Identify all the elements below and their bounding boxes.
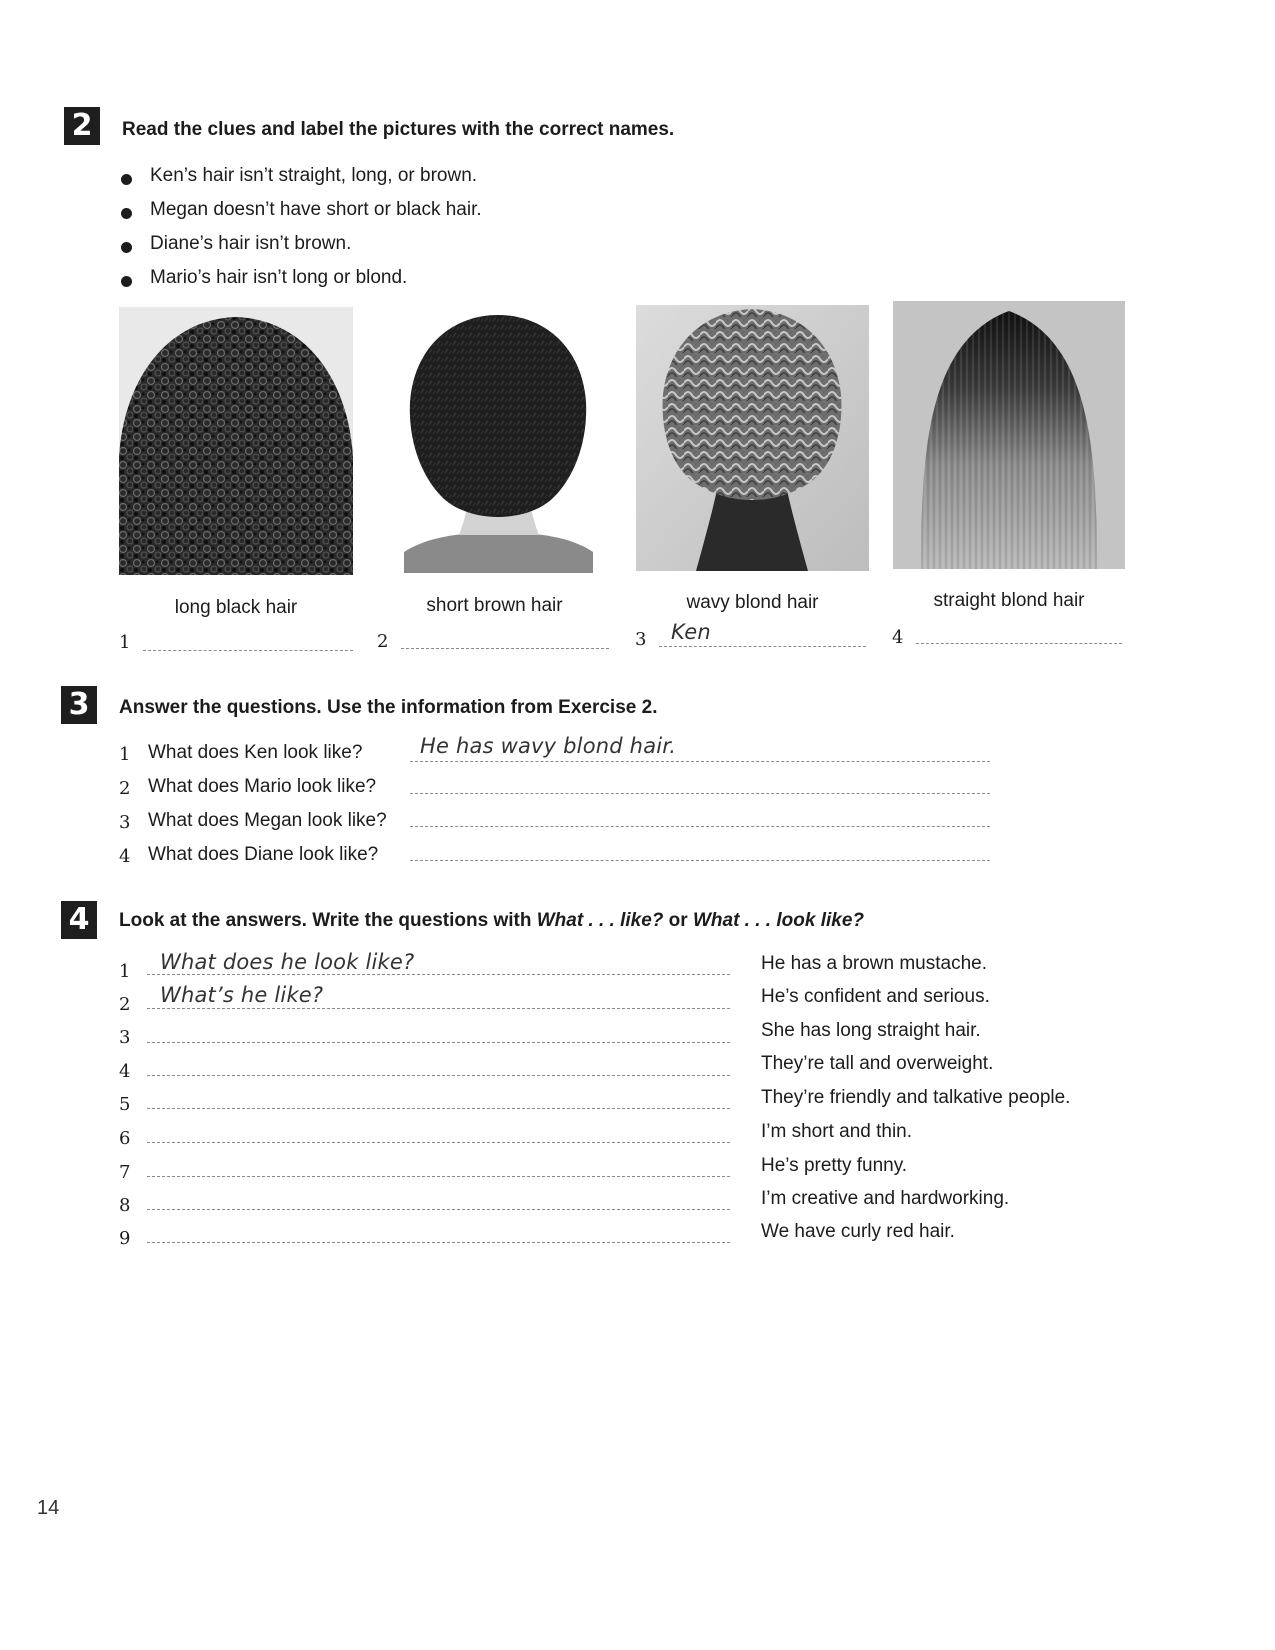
curly-dark-hair-photo (119, 307, 353, 575)
question-5-line[interactable] (147, 1108, 730, 1109)
instruction-text: Look at the answers. Write the questions with (119, 910, 537, 931)
picture-4-number: 4 (892, 627, 904, 648)
response-6: I’m short and thin. (761, 1121, 913, 1142)
clue-ken: Ken’s hair isn’t straight, long, or brown. (150, 165, 478, 186)
answer-4-line[interactable] (410, 860, 990, 861)
question-2-line[interactable] (147, 1008, 730, 1009)
picture-4-answer-line[interactable] (916, 643, 1122, 644)
bullet-icon (121, 208, 132, 219)
question-8-line[interactable] (147, 1209, 730, 1210)
clue-diane: Diane’s hair isn’t brown. (150, 233, 352, 254)
long-straight-blond-hair-photo (893, 301, 1125, 569)
exercise-3-instruction: Answer the questions. Use the information from Exercise 2. (119, 697, 658, 718)
exercise-3-badge: 3 (61, 686, 97, 724)
instruction-pattern-1: What . . . like? (536, 910, 664, 931)
response-5: They’re friendly and talkative people. (761, 1087, 1071, 1108)
item-4-number: 4 (119, 1061, 131, 1082)
instruction-pattern-2: What . . . look like? (692, 910, 864, 931)
item-6-number: 6 (119, 1128, 131, 1149)
question-2-answer: What’s he like? (160, 983, 324, 1007)
picture-3-number: 3 (635, 629, 647, 650)
item-2-number: 2 (119, 994, 131, 1015)
instruction-or: or (663, 910, 693, 931)
clue-megan: Megan doesn’t have short or black hair. (150, 199, 482, 220)
question-6-line[interactable] (147, 1142, 730, 1143)
question-1-line[interactable] (147, 974, 730, 975)
short-wavy-light-hair-photo (636, 305, 869, 571)
picture-1-number: 1 (119, 632, 131, 653)
picture-3-answer: Ken (671, 620, 711, 644)
question-3-number: 3 (119, 812, 131, 833)
item-9-number: 9 (119, 1228, 131, 1249)
question-4-number: 4 (119, 846, 131, 867)
picture-2-number: 2 (377, 631, 389, 652)
question-megan: What does Megan look like? (148, 810, 387, 831)
response-8: I’m creative and hardworking. (761, 1188, 1010, 1209)
question-diane: What does Diane look like? (148, 844, 379, 865)
question-2-number: 2 (119, 778, 131, 799)
question-3-line[interactable] (147, 1042, 730, 1043)
question-1-answer: What does he look like? (160, 950, 415, 974)
picture-3-caption: wavy blond hair (686, 592, 819, 613)
response-7: He’s pretty funny. (761, 1155, 908, 1176)
item-8-number: 8 (119, 1195, 131, 1216)
picture-2-answer-line[interactable] (401, 648, 609, 649)
response-4: They’re tall and overweight. (761, 1053, 994, 1074)
short-dark-hair-photo (404, 307, 593, 573)
answer-2-line[interactable] (410, 793, 990, 794)
picture-2-caption: short brown hair (426, 595, 563, 616)
answer-1-line[interactable] (410, 761, 990, 762)
question-4-line[interactable] (147, 1075, 730, 1076)
exercise-4-instruction (119, 910, 864, 932)
exercise-2-badge: 2 (64, 107, 100, 145)
exercise-2-instruction: Read the clues and label the pictures with the correct names. (122, 119, 675, 140)
picture-1-caption: long black hair (174, 597, 298, 618)
bullet-icon (121, 276, 132, 287)
item-3-number: 3 (119, 1027, 131, 1048)
question-7-line[interactable] (147, 1176, 730, 1177)
response-1: He has a brown mustache. (761, 953, 988, 974)
item-7-number: 7 (119, 1162, 131, 1183)
question-ken: What does Ken look like? (148, 742, 363, 763)
exercise-4-badge: 4 (61, 901, 97, 939)
clue-mario: Mario’s hair isn’t long or blond. (150, 267, 408, 288)
page-number: 14 (37, 1497, 60, 1519)
picture-1-answer-line[interactable] (143, 650, 353, 651)
bullet-icon (121, 242, 132, 253)
question-9-line[interactable] (147, 1242, 730, 1243)
response-2: He’s confident and serious. (761, 986, 990, 1007)
item-5-number: 5 (119, 1094, 131, 1115)
question-mario: What does Mario look like? (148, 776, 377, 797)
picture-3-answer-line[interactable] (659, 646, 866, 647)
response-9: We have curly red hair. (761, 1221, 955, 1242)
picture-4-caption: straight blond hair (933, 590, 1085, 611)
question-1-number: 1 (119, 744, 131, 765)
response-3: She has long straight hair. (761, 1020, 981, 1041)
item-1-number: 1 (119, 961, 131, 982)
answer-ken: He has wavy blond hair. (420, 734, 677, 758)
bullet-icon (121, 174, 132, 185)
answer-3-line[interactable] (410, 826, 990, 827)
